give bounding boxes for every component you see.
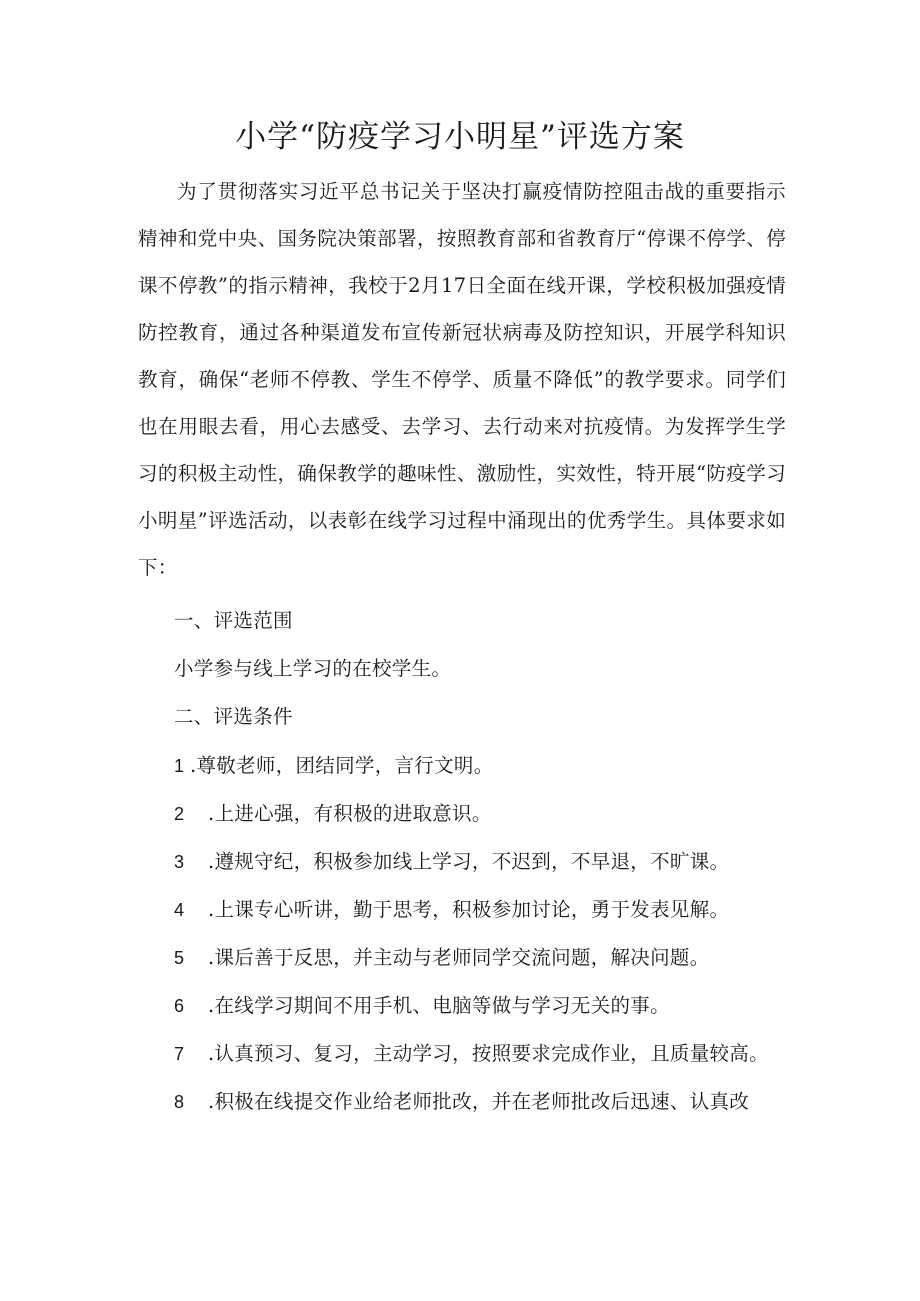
- condition-item: [174, 895, 729, 925]
- condition-number: 1: [174, 756, 185, 776]
- condition-number: 2: [174, 804, 185, 824]
- condition-item: [174, 799, 492, 829]
- condition-number: 5: [174, 948, 185, 968]
- section-heading-scope: 一、评选范围: [174, 609, 293, 632]
- condition-item: [174, 991, 670, 1021]
- document-title: 小学“防疫学习小明星”评选方案: [235, 119, 685, 155]
- condition-item: [174, 847, 729, 877]
- condition-number: 8: [174, 1092, 185, 1112]
- condition-text: .上课专心听讲，勤于思考，积极参加讨论，勇于发表见解。: [208, 898, 730, 921]
- condition-item: [174, 943, 710, 973]
- condition-item: [174, 1087, 749, 1117]
- condition-number: 7: [174, 1044, 185, 1064]
- condition-item: [174, 1039, 769, 1069]
- condition-text: .积极在线提交作业给老师批改，并在老师批改后迅速、认真改: [208, 1090, 750, 1113]
- section-heading-conditions: 二、评选条件: [174, 705, 293, 728]
- condition-text: .尊敬老师，团结同学，言行文明。: [190, 754, 494, 777]
- condition-text: .在线学习期间不用手机、电脑等做与学习无关的事。: [208, 994, 670, 1017]
- condition-text: .遵规守纪，积极参加线上学习，不迟到，不早退，不旷课。: [208, 850, 730, 873]
- condition-item: [174, 751, 494, 781]
- condition-number: 4: [174, 900, 185, 920]
- condition-text: .认真预习、复习，主动学习，按照要求完成作业，且质量较高。: [208, 1042, 769, 1065]
- section-text-scope: 小学参与线上学习的在校学生。: [174, 657, 452, 680]
- condition-number: 3: [174, 852, 185, 872]
- intro-paragraph: 为了贯彻落实习近平总书记关于坚决打赢疫情防控阻击战的重要指示精神和党中央、国务院决策部署，按照教育部和省教育厅“停课不停学、停课不停教”的指示精神，我校于2月17日全面在线开课，学校积极加强疫情防控教育，通过各种渠道发布宣传新冠状病毒及防控知识，开展学科知识教育，确保“老师不停教、学生不停学、质量不降低”的教学要求。同学们也在用眼去看，用心去感受、去学习、去行动来对抗疫情。为发挥学生学习的积极主动性，确保教学的趣味性、激励性，实效性，特开展“防疫学习小明星”评选活动，以表彰在线学习过程中涌现出的优秀学生。具体要求如下：: [138, 180, 786, 579]
- condition-text: .课后善于反思，并主动与老师同学交流问题，解决问题。: [208, 946, 710, 969]
- condition-number: 6: [174, 996, 185, 1016]
- condition-text: .上进心强，有积极的进取意识。: [208, 802, 492, 825]
